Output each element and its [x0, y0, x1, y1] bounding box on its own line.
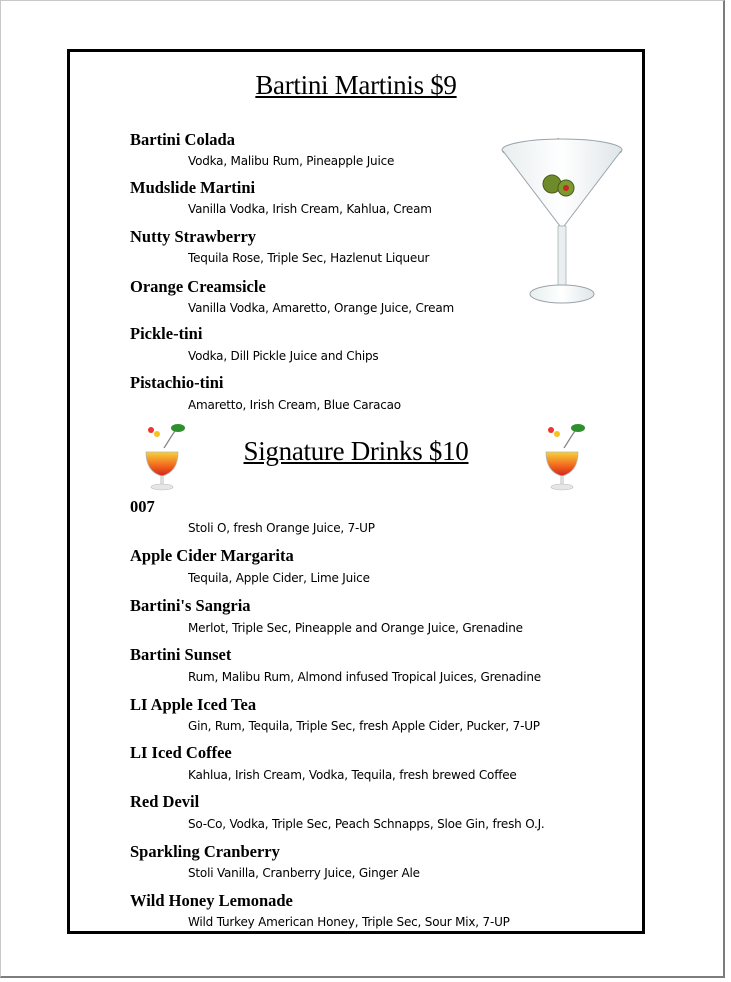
signature-item-desc: Wild Turkey American Honey, Triple Sec, Sour Mix, 7-UP [188, 915, 510, 929]
signature-item-name: Bartini's Sangria [130, 596, 251, 615]
martini-glass-icon [500, 134, 625, 314]
martini-item-name: Mudslide Martini [130, 178, 256, 197]
signature-item-name: Sparkling Cranberry [130, 842, 280, 861]
martini-item-desc: Amaretto, Irish Cream, Blue Caracao [188, 398, 401, 412]
martini-item-desc: Vodka, Dill Pickle Juice and Chips [188, 349, 379, 363]
signature-item-name: 007 [130, 497, 155, 516]
signature-item-desc: Stoli Vanilla, Cranberry Juice, Ginger Ale [188, 866, 420, 880]
martini-item-name: Nutty Strawberry [130, 227, 257, 246]
signature-item-desc: So-Co, Vodka, Triple Sec, Peach Schnapps, Sloe Gin, fresh O.J. [188, 817, 545, 831]
martini-item-desc: Vanilla Vodka, Amaretto, Orange Juice, Cream [188, 301, 454, 315]
tropical-drink-icon [538, 420, 586, 492]
martinis-title: Bartini Martinis $9 [255, 70, 457, 100]
signature-item-name: LI Apple Iced Tea [130, 695, 257, 714]
signature-item-desc: Merlot, Triple Sec, Pineapple and Orange Juice, Grenadine [188, 621, 523, 635]
martini-item-desc: Vodka, Malibu Rum, Pineapple Juice [188, 154, 395, 168]
menu-frame [67, 49, 645, 934]
signature-item-name: LI Iced Coffee [130, 743, 232, 762]
signature-title: Signature Drinks $10 [243, 436, 469, 466]
martini-item-name: Orange Creamsicle [130, 277, 266, 296]
martini-item-name: Pistachio-tini [130, 373, 224, 392]
martini-item-desc: Tequila Rose, Triple Sec, Hazlenut Liqueur [188, 251, 430, 265]
signature-item-desc: Kahlua, Irish Cream, Vodka, Tequila, fresh brewed Coffee [188, 768, 517, 782]
signature-item-desc: Rum, Malibu Rum, Almond infused Tropical Juices, Grenadine [188, 670, 541, 684]
martini-item-name: Pickle-tini [130, 324, 203, 343]
signature-item-desc: Tequila, Apple Cider, Lime Juice [188, 571, 370, 585]
signature-item-desc: Stoli O, fresh Orange Juice, 7-UP [188, 521, 375, 535]
signature-item-desc: Gin, Rum, Tequila, Triple Sec, fresh Apple Cider, Pucker, 7-UP [188, 719, 540, 733]
martini-item-name: Bartini Colada [130, 130, 235, 149]
martini-item-desc: Vanilla Vodka, Irish Cream, Kahlua, Cream [188, 202, 432, 216]
signature-item-name: Bartini Sunset [130, 645, 232, 664]
signature-item-name: Apple Cider Margarita [130, 546, 294, 565]
signature-item-name: Red Devil [130, 792, 200, 811]
signature-item-name: Wild Honey Lemonade [130, 891, 293, 910]
